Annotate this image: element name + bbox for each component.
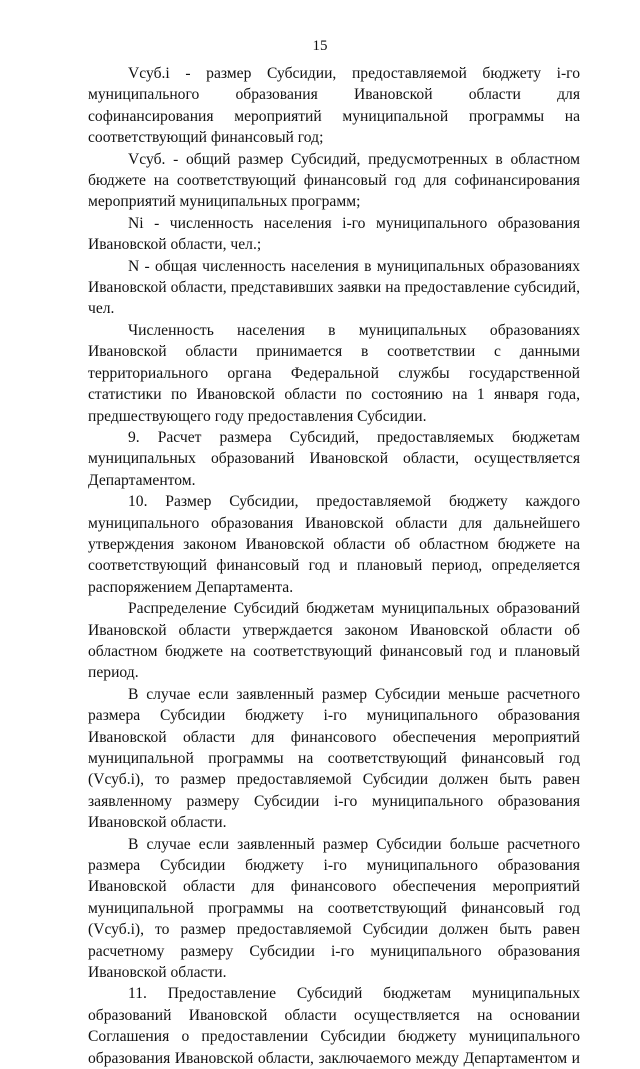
paragraph-vsub-i-definition: Vсуб.i - размер Субсидии, предоставляемой бюджету i-го муниципального образования Ивановской области для софинансирования мероприятий муниципальной программы на соответствующий финансовый год; — [88, 65, 580, 147]
paragraph-item-9: 9. Расчет размера Субсидий, предоставляемых бюджетам муниципальных образований Ивановской области, осуществляется Департаментом. — [88, 428, 580, 489]
paragraph-item-10: 10. Размер Субсидии, предоставляемой бюджету каждого муниципального образования Ивановской области для дальнейшего утверждения законом Ивановской области об областном бюджете на соответствующий финансовый год и плановый период, определяется распоряжением Департамента. — [88, 493, 580, 596]
paragraph-case-less: В случае если заявленный размер Субсидии меньше расчетного размера Субсидии бюджету i-го муниципального образования Ивановской области для финансового обеспечения мероприятий муниципальной программы на соответствующий финансовый год (Vсуб.i), то размер предоставляемой Субсидии должен быть равен заявленному размеру Субсидии i-го муниципального образования Ивановской области. — [88, 685, 580, 832]
paragraph-n-definition: N - общая численность населения в муниципальных образованиях Ивановской области, представивших заявки на предоставление субсидий, чел. — [88, 257, 580, 318]
paragraph-distribution: Распределение Субсидий бюджетам муниципальных образований Ивановской области утверждается законом Ивановской области об областном бюджете на соответствующий финансовый год и плановый период. — [88, 600, 580, 682]
paragraph-item-11: 11. Предоставление Субсидий бюджетам муниципальных образований Ивановской области осуществляется на основании Соглашения о предоставлении Субсидии бюджету муниципального образования Ивановской области, заключаемого между Департаментом и — [88, 985, 580, 1067]
paragraph-vsub-definition: Vсуб. - общий размер Субсидий, предусмотренных в областном бюджете на соответствующий финансовый год для софинансирования мероприятий муниципальных программ; — [88, 150, 580, 211]
paragraph-ni-definition: Ni - численность населения i-го муниципального образования Ивановской области, чел.; — [88, 214, 580, 254]
document-body — [88, 63, 580, 1069]
page-number: 15 — [312, 38, 328, 54]
paragraph-case-more: В случае если заявленный размер Субсидии больше расчетного размера Субсидии бюджету i-го муниципального образования Ивановской области для финансового обеспечения мероприятий муниципальной программы на соответствующий финансовый год (Vсуб.i), то размер предоставляемой Субсидии должен быть равен расчетному размеру Субсидии i-го муниципального образования Ивановской области. — [88, 835, 580, 982]
paragraph-population-source: Численность населения в муниципальных образованиях Ивановской области принимается в соответствии с данными территориального органа Федеральной службы государственной статистики по Ивановской области по состоянию на 1 января года, предшествующего году предоставления Субсидии. — [88, 321, 580, 425]
